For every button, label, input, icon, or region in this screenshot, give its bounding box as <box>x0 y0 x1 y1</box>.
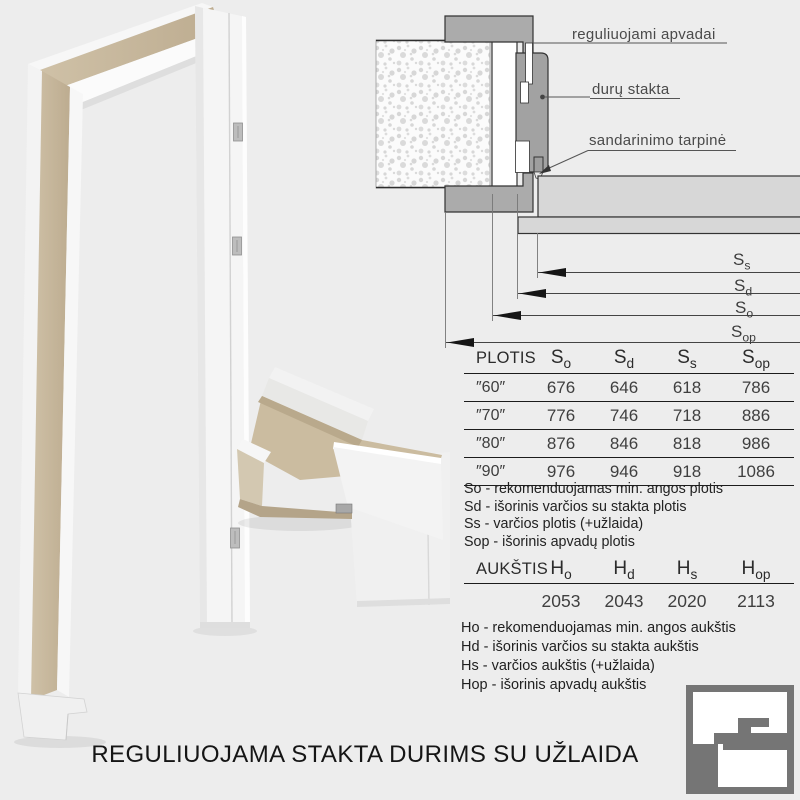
col-sd: $S_d$ <box>613 346 635 371</box>
height-legend <box>461 619 736 695</box>
table-cell: 646 <box>609 377 639 397</box>
table-cell: 846 <box>609 433 639 453</box>
legend-line: Ho - rekomenduojamas min. angos aukštis <box>461 620 736 636</box>
cross-section-drawing <box>376 16 800 234</box>
legend-line: Sd - išorinis varčios su stakta plotis <box>464 498 687 515</box>
size-cell: ″70″ <box>476 406 506 424</box>
height-values-row <box>464 591 794 612</box>
table-cell: 986 <box>741 433 771 453</box>
col-hd: $H_d$ <box>613 557 635 582</box>
table-cell: 746 <box>609 405 639 425</box>
dimension-label-sop: $S_{op}$ <box>731 322 756 345</box>
table-cell: 618 <box>672 377 702 397</box>
label-adjustable-trim: reguliuojami apvadai <box>572 26 716 43</box>
door-frame-profile-icon <box>686 685 794 794</box>
table-cell: 2053 <box>541 591 581 611</box>
table-cell: 818 <box>672 433 702 453</box>
table-cell: 886 <box>741 405 771 425</box>
col-ss: $S_s$ <box>677 346 697 371</box>
col-so: $S_o$ <box>550 346 572 371</box>
table-cell: 718 <box>672 405 702 425</box>
col-sop: $S_{op}$ <box>742 346 770 371</box>
dimension-label-so: $S_o$ <box>735 298 754 321</box>
legend-line: Hs - varčios aukštis (+užlaida) <box>461 658 655 674</box>
col-ho: $H_o$ <box>550 557 572 582</box>
size-cell: ″80″ <box>476 434 506 452</box>
dimension-label-ss: $S_s$ <box>733 250 751 273</box>
table-cell: 946 <box>609 461 639 481</box>
col-hs: $H_s$ <box>676 557 698 582</box>
table-cell: 2043 <box>604 591 644 611</box>
label-sealing-gasket: sandarinimo tarpinė <box>589 132 727 149</box>
door-frame-3d-photo <box>14 3 257 748</box>
legend-line: Hop - išorinis apvadų aukštis <box>461 677 647 693</box>
height-table <box>464 556 794 584</box>
legend-line: So - rekomenduojamas min. angos plotis <box>464 481 724 497</box>
height-table-title: AUKŠTIS <box>476 560 549 578</box>
height-table-header-row <box>464 556 794 584</box>
table-row-60 <box>464 374 794 402</box>
table-cell: 876 <box>546 433 576 453</box>
table-cell: 676 <box>546 377 576 397</box>
col-hop: $H_{op}$ <box>741 557 771 582</box>
size-cell: ″60″ <box>476 378 506 396</box>
table-row-70 <box>464 402 794 430</box>
dimension-label-sd: $S_d$ <box>734 276 753 299</box>
size-cell: ″90″ <box>476 462 506 480</box>
callout-leaders <box>533 43 736 169</box>
label-door-frame: durų stakta <box>592 81 670 98</box>
legend-line: Hd - išorinis varčios su stakta aukštis <box>461 639 699 655</box>
table-cell: 918 <box>672 461 702 481</box>
table-cell: 2020 <box>667 591 707 611</box>
table-cell: 776 <box>546 405 576 425</box>
legend-line: Ss - varčios plotis (+užlaida) <box>464 516 644 533</box>
page-title: REGULIUOJAMA STAKTA DURIMS SU UŽLAIDA <box>91 741 639 768</box>
frame-corner-profile-photo <box>237 367 450 607</box>
width-table-title: PLOTIS <box>476 349 536 367</box>
width-legend <box>464 481 723 552</box>
width-table <box>464 344 794 486</box>
width-table-header-row <box>464 344 794 374</box>
legend-line: Sop - išorinis apvadų plotis <box>464 534 635 551</box>
table-cell: 786 <box>741 377 771 397</box>
table-cell: 1086 <box>737 461 775 481</box>
table-row-80 <box>464 430 794 458</box>
table-cell: 2113 <box>737 591 775 611</box>
table-cell: 976 <box>546 461 576 481</box>
